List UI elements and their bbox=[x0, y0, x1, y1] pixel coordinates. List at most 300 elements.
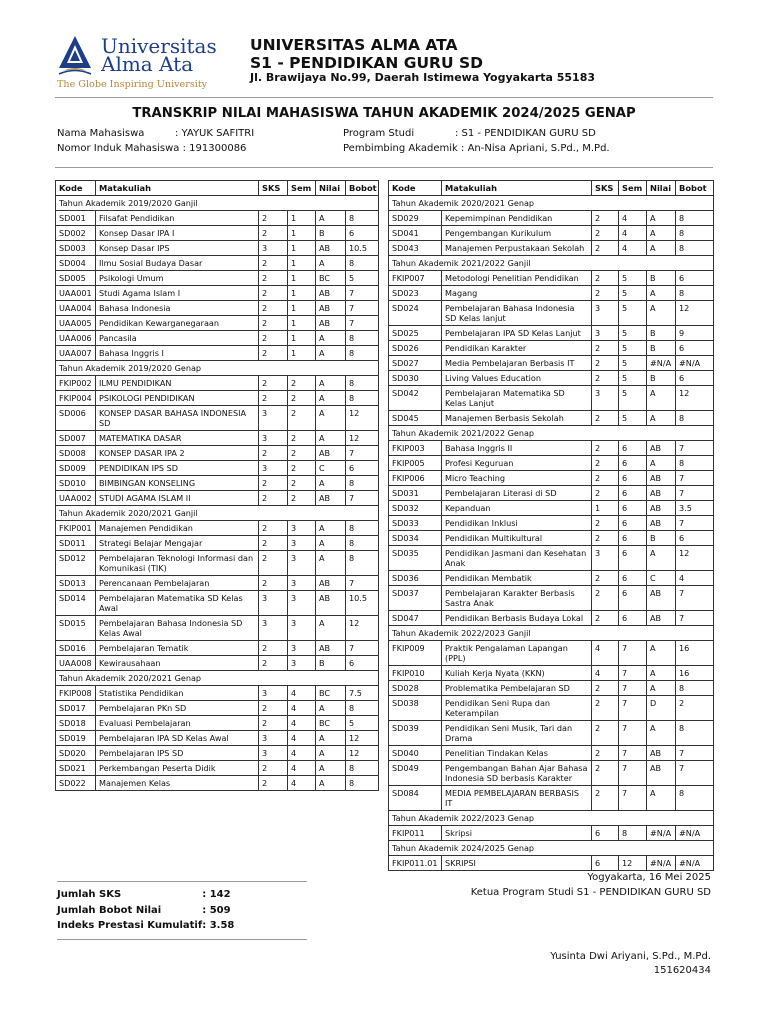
cell-nilai: A bbox=[647, 286, 676, 301]
cell-nilai: A bbox=[316, 616, 346, 641]
cell-sem: 4 bbox=[288, 731, 316, 746]
cell-kode: UAA005 bbox=[56, 316, 96, 331]
advisor-row bbox=[343, 143, 610, 154]
table-row bbox=[56, 391, 379, 406]
cell-nilai: AB bbox=[316, 491, 346, 506]
cell-sks: 3 bbox=[259, 591, 288, 616]
cell-nilai: D bbox=[647, 696, 676, 721]
cell-kode: SD034 bbox=[389, 531, 442, 546]
cell-nilai: A bbox=[647, 786, 676, 811]
table-row bbox=[389, 301, 714, 326]
cell-nilai: A bbox=[647, 681, 676, 696]
cell-sks: 2 bbox=[259, 776, 288, 791]
cell-nilai: A bbox=[316, 776, 346, 791]
cell-matakuliah: Kewirausahaan bbox=[96, 656, 259, 671]
cell-bobot: 8 bbox=[346, 391, 379, 406]
cell-sem: 2 bbox=[288, 376, 316, 391]
cell-sem: 7 bbox=[619, 696, 647, 721]
cell-matakuliah: Ilmu Sosial Budaya Dasar bbox=[96, 256, 259, 271]
cell-bobot: 6 bbox=[346, 656, 379, 671]
cell-kode: SD008 bbox=[56, 446, 96, 461]
cell-matakuliah: PENDIDIKAN IPS SD bbox=[96, 461, 259, 476]
cell-sem: 1 bbox=[288, 271, 316, 286]
cell-kode: SD004 bbox=[56, 256, 96, 271]
cell-nilai: A bbox=[316, 536, 346, 551]
cell-sks: 3 bbox=[592, 386, 619, 411]
table-row bbox=[56, 406, 379, 431]
cell-bobot: 7 bbox=[676, 471, 714, 486]
table-row bbox=[389, 241, 714, 256]
cell-sem: 7 bbox=[619, 746, 647, 761]
cell-nilai: A bbox=[316, 376, 346, 391]
cell-kode: SD028 bbox=[389, 681, 442, 696]
semester-label: Tahun Akademik 2021/2022 Ganjil bbox=[389, 256, 714, 271]
cell-sks: 2 bbox=[259, 271, 288, 286]
semester-label: Tahun Akademik 2022/2023 Ganjil bbox=[389, 626, 714, 641]
cell-nilai: A bbox=[316, 406, 346, 431]
table-row bbox=[56, 286, 379, 301]
cell-sks: 3 bbox=[592, 301, 619, 326]
cell-sks: 2 bbox=[592, 696, 619, 721]
column-header-nilai: Nilai bbox=[647, 181, 676, 196]
cell-kode: FKIP001 bbox=[56, 521, 96, 536]
cell-matakuliah: Evaluasi Pembelajaran bbox=[96, 716, 259, 731]
cell-nilai: A bbox=[316, 431, 346, 446]
cell-sks: 2 bbox=[592, 746, 619, 761]
cell-bobot: #N/A bbox=[676, 356, 714, 371]
cell-matakuliah: Pembelajaran IPA SD Kelas Lanjut bbox=[442, 326, 592, 341]
table-row bbox=[389, 356, 714, 371]
cell-sks: 2 bbox=[259, 656, 288, 671]
header-divider bbox=[55, 97, 713, 98]
column-header-kode: Kode bbox=[389, 181, 442, 196]
cell-kode: UAA002 bbox=[56, 491, 96, 506]
cell-bobot: 8 bbox=[346, 346, 379, 361]
cell-bobot: 8 bbox=[676, 241, 714, 256]
cell-sem: 2 bbox=[288, 406, 316, 431]
cell-sem: 7 bbox=[619, 761, 647, 786]
cell-sem: 6 bbox=[619, 456, 647, 471]
cell-matakuliah: Magang bbox=[442, 286, 592, 301]
cell-matakuliah: Problematika Pembelajaran SD bbox=[442, 681, 592, 696]
cell-kode: SD017 bbox=[56, 701, 96, 716]
advisor-value: : An-Nisa Apriani, S.Pd., M.Pd. bbox=[461, 143, 610, 154]
cell-sem: 6 bbox=[619, 571, 647, 586]
table-row bbox=[389, 411, 714, 426]
cell-nilai: A bbox=[316, 701, 346, 716]
cell-sks: 2 bbox=[259, 576, 288, 591]
semester-header-row bbox=[389, 626, 714, 641]
cell-sks: 2 bbox=[592, 411, 619, 426]
cell-bobot: 8 bbox=[346, 256, 379, 271]
cell-bobot: 8 bbox=[676, 786, 714, 811]
cell-nilai: AB bbox=[316, 286, 346, 301]
table-row bbox=[56, 446, 379, 461]
cell-nilai: #N/A bbox=[647, 856, 676, 871]
table-row bbox=[56, 431, 379, 446]
table-row bbox=[389, 486, 714, 501]
cell-nilai: A bbox=[316, 256, 346, 271]
cell-bobot: 7 bbox=[676, 586, 714, 611]
cell-nilai: A bbox=[647, 546, 676, 571]
cell-bobot: 7 bbox=[346, 316, 379, 331]
table-row bbox=[389, 721, 714, 746]
cell-bobot: 7 bbox=[676, 761, 714, 786]
cell-kode: SD031 bbox=[389, 486, 442, 501]
cell-nilai: AB bbox=[647, 471, 676, 486]
cell-nilai: AB bbox=[316, 641, 346, 656]
cell-nilai: B bbox=[316, 656, 346, 671]
table-row bbox=[56, 641, 379, 656]
cell-nilai: B bbox=[647, 341, 676, 356]
cell-sks: 3 bbox=[259, 686, 288, 701]
cell-matakuliah: Manajemen Berbasis Sekolah bbox=[442, 411, 592, 426]
table-row bbox=[56, 716, 379, 731]
cell-sks: 2 bbox=[592, 611, 619, 626]
cell-sem: 5 bbox=[619, 286, 647, 301]
table-row bbox=[56, 491, 379, 506]
cell-matakuliah: Pembelajaran Tematik bbox=[96, 641, 259, 656]
semester-header-row bbox=[389, 196, 714, 211]
cell-sem: 5 bbox=[619, 386, 647, 411]
table-row bbox=[389, 761, 714, 786]
table-row bbox=[56, 616, 379, 641]
cell-sem: 5 bbox=[619, 326, 647, 341]
cell-nilai: B bbox=[316, 226, 346, 241]
cell-bobot: 12 bbox=[346, 731, 379, 746]
cell-matakuliah: Pembelajaran Bahasa Indonesia SD Kelas Awal bbox=[96, 616, 259, 641]
cell-bobot: 8 bbox=[676, 286, 714, 301]
cell-sks: 2 bbox=[592, 761, 619, 786]
cell-sem: 3 bbox=[288, 641, 316, 656]
semester-label: Tahun Akademik 2019/2020 Ganjil bbox=[56, 196, 379, 211]
cell-bobot: 2 bbox=[676, 696, 714, 721]
table-row bbox=[389, 531, 714, 546]
semester-header-row bbox=[56, 506, 379, 521]
cell-matakuliah: Metodologi Penelitian Pendidikan bbox=[442, 271, 592, 286]
cell-sks: 2 bbox=[259, 301, 288, 316]
signature-name: Yusinta Dwi Ariyani, S.Pd., M.Pd. bbox=[550, 951, 711, 962]
student-name-label: Nama Mahasiswa bbox=[57, 128, 145, 139]
cell-nilai: AB bbox=[647, 501, 676, 516]
cell-matakuliah: Konsep Dasar IPS bbox=[96, 241, 259, 256]
cell-sem: 4 bbox=[619, 226, 647, 241]
cell-bobot: 7 bbox=[346, 491, 379, 506]
cell-nilai: A bbox=[316, 331, 346, 346]
cell-sem: 4 bbox=[288, 761, 316, 776]
cell-matakuliah: MEDIA PEMBELAJARAN BERBASIS IT bbox=[442, 786, 592, 811]
cell-bobot: 8 bbox=[346, 761, 379, 776]
cell-matakuliah: Perkembangan Peserta Didik bbox=[96, 761, 259, 776]
column-header-matakuliah: Matakuliah bbox=[442, 181, 592, 196]
cell-sem: 6 bbox=[619, 531, 647, 546]
cell-bobot: 16 bbox=[676, 641, 714, 666]
cell-bobot: 12 bbox=[346, 406, 379, 431]
cell-sem: 5 bbox=[619, 371, 647, 386]
cell-bobot: 12 bbox=[346, 431, 379, 446]
cell-matakuliah: Pendidikan Multikultural bbox=[442, 531, 592, 546]
cell-kode: SD019 bbox=[56, 731, 96, 746]
cell-matakuliah: Pembelajaran Bahasa Indonesia SD Kelas lanjut bbox=[442, 301, 592, 326]
cell-nilai: AB bbox=[316, 591, 346, 616]
cell-matakuliah: Pembelajaran IPA SD Kelas Awal bbox=[96, 731, 259, 746]
table-row bbox=[389, 641, 714, 666]
cell-kode: SD038 bbox=[389, 696, 442, 721]
cell-sks: 2 bbox=[259, 761, 288, 776]
table-row bbox=[389, 856, 714, 871]
summary-bottom-rule bbox=[57, 939, 307, 940]
table-row bbox=[56, 316, 379, 331]
cell-matakuliah: Pancasila bbox=[96, 331, 259, 346]
table-row bbox=[56, 746, 379, 761]
cell-matakuliah: Micro Teaching bbox=[442, 471, 592, 486]
cell-sks: 2 bbox=[259, 491, 288, 506]
table-row bbox=[56, 521, 379, 536]
cell-kode: SD045 bbox=[389, 411, 442, 426]
cell-sks: 2 bbox=[259, 286, 288, 301]
cell-matakuliah: Pendidikan Inklusi bbox=[442, 516, 592, 531]
cell-matakuliah: Pembelajaran IPS SD bbox=[96, 746, 259, 761]
summary-ipk-row bbox=[57, 918, 234, 934]
transcript-table-right bbox=[388, 180, 714, 871]
cell-matakuliah: Kepemimpinan Pendidikan bbox=[442, 211, 592, 226]
cell-sem: 1 bbox=[288, 346, 316, 361]
semester-label: Tahun Akademik 2022/2023 Genap bbox=[389, 811, 714, 826]
cell-bobot: 4 bbox=[676, 571, 714, 586]
cell-sks: 3 bbox=[259, 431, 288, 446]
cell-sem: 3 bbox=[288, 656, 316, 671]
cell-sem: 1 bbox=[288, 241, 316, 256]
cell-bobot: 7 bbox=[676, 611, 714, 626]
cell-matakuliah: Pendidikan Karakter bbox=[442, 341, 592, 356]
semester-label: Tahun Akademik 2024/2025 Genap bbox=[389, 841, 714, 856]
cell-matakuliah: Manajemen Kelas bbox=[96, 776, 259, 791]
semester-header-row bbox=[389, 841, 714, 856]
cell-bobot: 9 bbox=[676, 326, 714, 341]
cell-matakuliah: Kuliah Kerja Nyata (KKN) bbox=[442, 666, 592, 681]
column-header-bobot: Bobot bbox=[346, 181, 379, 196]
cell-sem: 2 bbox=[288, 431, 316, 446]
cell-sks: 2 bbox=[592, 721, 619, 746]
table-row bbox=[389, 681, 714, 696]
cell-nilai: A bbox=[647, 411, 676, 426]
table-row bbox=[389, 696, 714, 721]
cell-sem: 6 bbox=[619, 486, 647, 501]
cell-bobot: 7 bbox=[676, 746, 714, 761]
cell-kode: SD024 bbox=[389, 301, 442, 326]
table-header-row bbox=[56, 181, 379, 196]
logo-line-2: Alma Ata bbox=[101, 52, 194, 76]
table-row bbox=[389, 456, 714, 471]
student-id-row bbox=[57, 143, 246, 154]
table-row bbox=[56, 241, 379, 256]
cell-bobot: 10.5 bbox=[346, 241, 379, 256]
table-row bbox=[56, 776, 379, 791]
student-name-row bbox=[57, 128, 254, 139]
cell-bobot: 8 bbox=[676, 411, 714, 426]
cell-sem: 6 bbox=[619, 441, 647, 456]
cell-kode: SD001 bbox=[56, 211, 96, 226]
cell-sks: 2 bbox=[259, 391, 288, 406]
cell-sks: 2 bbox=[592, 531, 619, 546]
cell-bobot: 8 bbox=[676, 681, 714, 696]
cell-sks: 1 bbox=[592, 501, 619, 516]
cell-sks: 6 bbox=[592, 826, 619, 841]
cell-sks: 2 bbox=[592, 786, 619, 811]
cell-kode: SD011 bbox=[56, 536, 96, 551]
cell-kode: SD084 bbox=[389, 786, 442, 811]
cell-nilai: B bbox=[647, 531, 676, 546]
column-header-sem: Sem bbox=[619, 181, 647, 196]
cell-matakuliah: Manajemen Pendidikan bbox=[96, 521, 259, 536]
cell-matakuliah: Pengembangan Kurikulum bbox=[442, 226, 592, 241]
column-header-matakuliah: Matakuliah bbox=[96, 181, 259, 196]
table-row bbox=[56, 536, 379, 551]
cell-sks: 2 bbox=[592, 571, 619, 586]
cell-kode: SD022 bbox=[56, 776, 96, 791]
table-row bbox=[56, 271, 379, 286]
cell-bobot: 5 bbox=[346, 716, 379, 731]
cell-sks: 2 bbox=[259, 641, 288, 656]
summary-sks-value: : 142 bbox=[202, 889, 231, 900]
program-value: : S1 - PENDIDIKAN GURU SD bbox=[455, 128, 596, 139]
cell-matakuliah: Pembelajaran PKn SD bbox=[96, 701, 259, 716]
cell-matakuliah: Skripsi bbox=[442, 826, 592, 841]
cell-matakuliah: Psikologi Umum bbox=[96, 271, 259, 286]
cell-nilai: AB bbox=[316, 316, 346, 331]
cell-bobot: 12 bbox=[346, 616, 379, 641]
semester-header-row bbox=[56, 671, 379, 686]
cell-matakuliah: Strategi Belajar Mengajar bbox=[96, 536, 259, 551]
cell-sem: 4 bbox=[619, 241, 647, 256]
table-row bbox=[56, 331, 379, 346]
cell-sks: 3 bbox=[259, 746, 288, 761]
cell-sem: 5 bbox=[619, 356, 647, 371]
cell-sem: 12 bbox=[619, 856, 647, 871]
cell-sem: 2 bbox=[288, 476, 316, 491]
cell-sem: 8 bbox=[619, 826, 647, 841]
table-row bbox=[389, 611, 714, 626]
semester-label: Tahun Akademik 2020/2021 Genap bbox=[56, 671, 379, 686]
table-row bbox=[56, 576, 379, 591]
cell-bobot: 8 bbox=[676, 456, 714, 471]
table-row bbox=[389, 371, 714, 386]
cell-bobot: 8 bbox=[346, 701, 379, 716]
table-row bbox=[56, 461, 379, 476]
cell-bobot: 12 bbox=[676, 386, 714, 411]
cell-matakuliah: Pendidikan Kewarganegaraan bbox=[96, 316, 259, 331]
cell-kode: SD033 bbox=[389, 516, 442, 531]
cell-matakuliah: Pendidikan Berbasis Budaya Lokal bbox=[442, 611, 592, 626]
cell-nilai: A bbox=[316, 211, 346, 226]
cell-sks: 3 bbox=[592, 546, 619, 571]
cell-kode: FKIP011 bbox=[389, 826, 442, 841]
summary-sks-row bbox=[57, 887, 234, 903]
cell-bobot: 8 bbox=[346, 331, 379, 346]
cell-nilai: BC bbox=[316, 686, 346, 701]
cell-sem: 2 bbox=[288, 446, 316, 461]
table-row bbox=[389, 786, 714, 811]
cell-kode: SD003 bbox=[56, 241, 96, 256]
summary-bobot-label: Jumlah Bobot Nilai bbox=[57, 904, 162, 916]
summary-bobot-value: : 509 bbox=[202, 904, 231, 916]
cell-bobot: 12 bbox=[676, 546, 714, 571]
cell-kode: UAA007 bbox=[56, 346, 96, 361]
cell-kode: SD043 bbox=[389, 241, 442, 256]
cell-bobot: 8 bbox=[346, 376, 379, 391]
summary-ipk-value: : 3.58 bbox=[202, 920, 235, 931]
student-id-value: : 191300086 bbox=[182, 143, 247, 154]
cell-bobot: 7 bbox=[676, 441, 714, 456]
table-row bbox=[56, 301, 379, 316]
cell-kode: SD039 bbox=[389, 721, 442, 746]
cell-sks: 2 bbox=[592, 441, 619, 456]
table-row bbox=[389, 546, 714, 571]
cell-sem: 6 bbox=[619, 501, 647, 516]
cell-sks: 2 bbox=[259, 701, 288, 716]
cell-bobot: 5 bbox=[346, 271, 379, 286]
cell-sks: 3 bbox=[259, 406, 288, 431]
cell-bobot: 6 bbox=[346, 226, 379, 241]
cell-kode: SD014 bbox=[56, 591, 96, 616]
cell-sem: 2 bbox=[288, 391, 316, 406]
cell-nilai: BC bbox=[316, 716, 346, 731]
cell-bobot: 7 bbox=[676, 486, 714, 501]
cell-sem: 1 bbox=[288, 211, 316, 226]
cell-sem: 4 bbox=[288, 716, 316, 731]
cell-kode: SD029 bbox=[389, 211, 442, 226]
logo-line-1: Universitas bbox=[101, 34, 217, 58]
cell-sks: 2 bbox=[259, 376, 288, 391]
cell-sem: 6 bbox=[619, 471, 647, 486]
cell-sem: 4 bbox=[288, 776, 316, 791]
cell-bobot: 6 bbox=[676, 371, 714, 386]
table-row bbox=[56, 731, 379, 746]
cell-kode: SD023 bbox=[389, 286, 442, 301]
cell-sks: 2 bbox=[259, 211, 288, 226]
program-label: Program Studi bbox=[343, 128, 415, 139]
cell-sks: 2 bbox=[259, 346, 288, 361]
cell-sem: 1 bbox=[288, 331, 316, 346]
cell-sks: 2 bbox=[592, 486, 619, 501]
summary-sks-label: Jumlah SKS bbox=[57, 889, 122, 900]
cell-nilai: A bbox=[316, 746, 346, 761]
table-row bbox=[389, 286, 714, 301]
cell-sks: 2 bbox=[592, 271, 619, 286]
cell-matakuliah: Pendidikan Seni Rupa dan Keterampilan bbox=[442, 696, 592, 721]
cell-matakuliah: PSIKOLOGI PENDIDIKAN bbox=[96, 391, 259, 406]
cell-sem: 7 bbox=[619, 681, 647, 696]
signature-role: Ketua Program Studi S1 - PENDIDIKAN GURU SD bbox=[470, 887, 711, 898]
cell-sem: 3 bbox=[288, 551, 316, 576]
cell-kode: SD040 bbox=[389, 746, 442, 761]
cell-sem: 2 bbox=[288, 491, 316, 506]
cell-nilai: AB bbox=[316, 576, 346, 591]
cell-kode: SD032 bbox=[389, 501, 442, 516]
cell-matakuliah: Pengembangan Bahan Ajar Bahasa Indonesia SD berbasis Karakter bbox=[442, 761, 592, 786]
program-row bbox=[343, 128, 596, 139]
semester-header-row bbox=[389, 811, 714, 826]
cell-matakuliah: Bahasa Indonesia bbox=[96, 301, 259, 316]
column-header-sks: SKS bbox=[592, 181, 619, 196]
cell-matakuliah: SKRIPSI bbox=[442, 856, 592, 871]
cell-kode: SD013 bbox=[56, 576, 96, 591]
cell-sem: 6 bbox=[619, 586, 647, 611]
table-row bbox=[389, 441, 714, 456]
cell-kode: SD049 bbox=[389, 761, 442, 786]
cell-bobot: 3.5 bbox=[676, 501, 714, 516]
cell-nilai: AB bbox=[647, 746, 676, 761]
